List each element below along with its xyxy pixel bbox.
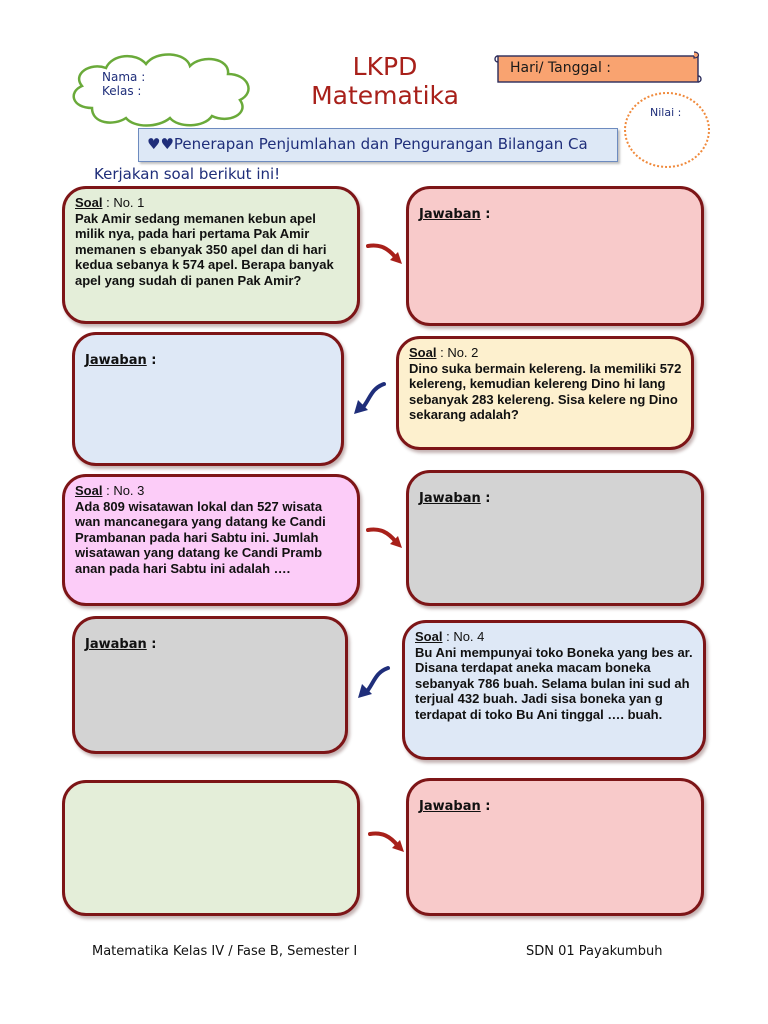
soal-1-label: Soal — [75, 195, 103, 210]
jawaban-box-3[interactable] — [406, 470, 704, 606]
soal-1-text-block — [75, 195, 349, 288]
soal-4-question: Bu Ani mempunyai toko Boneka yang bes ar. Disana terdapat aneka macam boneka sebanyak 786 buah. Selama bulan ini sud ah terjual 432 buah. Jadi sisa boneka yan g terdapat di toko Bu Ani tinggal …. buah. — [415, 644, 693, 722]
soal-box-2 — [396, 336, 694, 450]
cloud-text — [102, 70, 145, 98]
jawaban-box-4[interactable] — [72, 616, 348, 754]
hari-tanggal-label: Hari/ Tanggal : — [510, 60, 612, 76]
name-class-cloud — [62, 48, 262, 128]
soal-2-question: Dino suka bermain kelereng. Ia memiliki 572 kelereng, kemudian kelereng Dino hi lang sebanyak 283 kelereng. Sisa kelere ng Dino sekarang adalah? — [409, 360, 682, 422]
instruction-text: Kerjakan soal berikut ini! — [94, 165, 281, 183]
soal-box-3 — [62, 474, 360, 606]
soal-2-text-block — [409, 345, 683, 423]
left-arrow-icon — [346, 380, 392, 416]
jawaban-box-1[interactable] — [406, 186, 704, 326]
soal-3-question: Ada 809 wisatawan lokal dan 527 wisata wan mancanegara yang datang ke Candi Prambanan pada hari Sabtu ini. Jumlah wisatawan yang datang ke Candi Pramb anan pada hari Sabtu ini adalah …. — [75, 498, 326, 576]
soal-3-number: : No. 3 — [106, 483, 145, 498]
jawaban-label-2: Jawaban : — [85, 353, 157, 368]
jawaban-label-1: Jawaban : — [419, 207, 491, 222]
soal-2-label: Soal — [409, 345, 437, 360]
title-line-1: LKPD — [352, 52, 418, 81]
soal-1-question: Pak Amir sedang memanen kebun apel milik nya, pada hari pertama Pak Amir memanen s ebanyak 350 apel dan di hari kedua sebanya k 574 apel. Berapa banyak apel yang sudah di panen Pak Amir? — [75, 210, 334, 288]
topic-banner — [138, 128, 618, 162]
soal-1-number: : No. 1 — [106, 195, 145, 210]
page-title — [280, 52, 490, 110]
soal-2-number: : No. 2 — [440, 345, 479, 360]
soal-box-1 — [62, 186, 360, 324]
score-circle — [624, 92, 710, 168]
nilai-label: Nilai : — [650, 106, 682, 119]
title-line-2: Matematika — [311, 81, 459, 110]
soal-4-number: : No. 4 — [446, 629, 485, 644]
soal-box-4 — [402, 620, 706, 760]
soal-3-text-block — [75, 483, 349, 576]
right-arrow-icon — [364, 524, 406, 550]
soal-4-text-block — [415, 629, 695, 722]
jawaban-label-4: Jawaban : — [85, 637, 157, 652]
cloud-shape — [62, 48, 262, 128]
footer-left: Matematika Kelas IV / Fase B, Semester I — [92, 944, 358, 959]
kelas-label: Kelas : — [102, 84, 142, 98]
right-arrow-icon — [364, 240, 406, 266]
jawaban-label-5: Jawaban : — [419, 799, 491, 814]
jawaban-box-5[interactable] — [406, 778, 704, 916]
nama-label: Nama : — [102, 70, 146, 84]
date-scroll-banner — [492, 50, 704, 88]
left-arrow-icon — [350, 664, 396, 700]
jawaban-box-2[interactable] — [72, 332, 344, 466]
soal-box-5[interactable] — [62, 780, 360, 916]
jawaban-label-3: Jawaban : — [419, 491, 491, 506]
footer-right: SDN 01 Payakumbuh — [526, 944, 663, 959]
soal-4-label: Soal — [415, 629, 443, 644]
soal-3-label: Soal — [75, 483, 103, 498]
topic-text: ♥♥Penerapan Penjumlahan dan Pengurangan Bilangan Ca — [147, 135, 588, 153]
right-arrow-icon — [366, 828, 408, 854]
